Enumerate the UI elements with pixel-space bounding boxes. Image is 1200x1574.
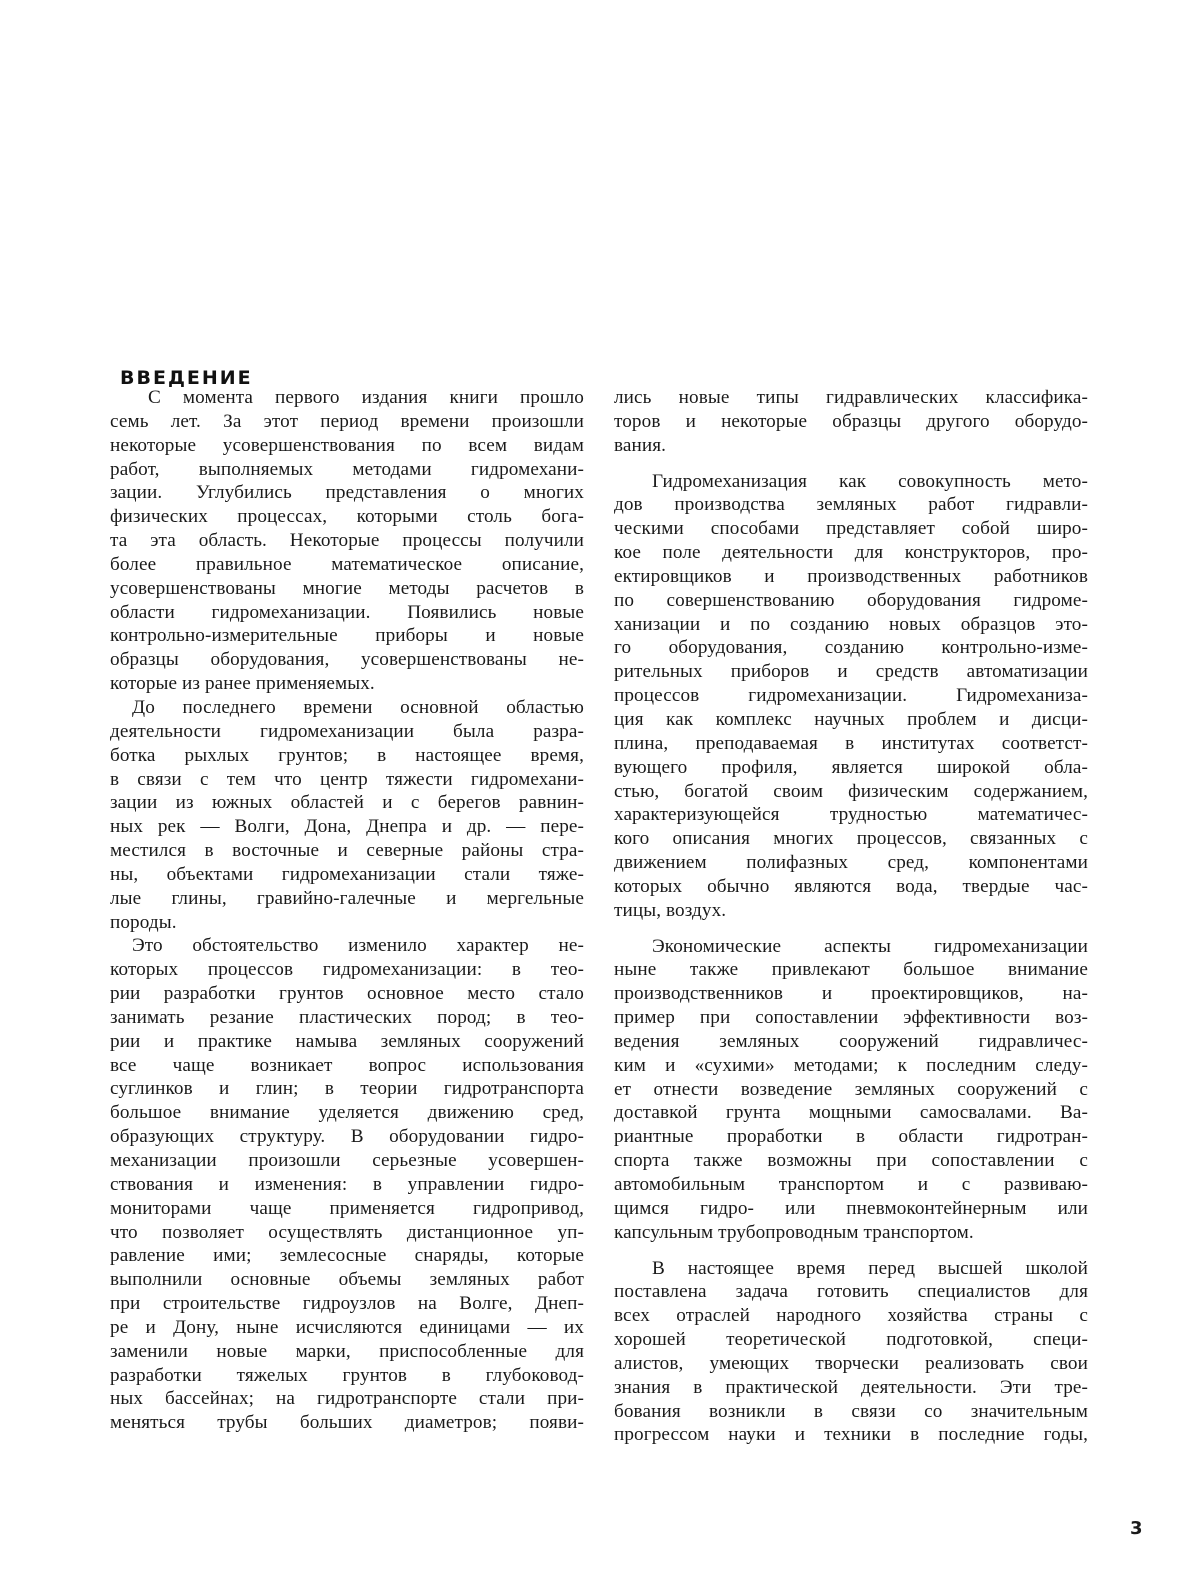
text-line: вующего профиля, является широкой обла-	[614, 756, 1088, 778]
text-line: До последнего времени основной областью	[132, 696, 584, 718]
text-line: образцы оборудования, усовершенствованы не-	[110, 649, 584, 671]
text-line: ведения земляных сооружений гидравличес-	[614, 1030, 1088, 1052]
text-line: Экономические аспекты гидромеханизации	[652, 935, 1088, 957]
text-line: пример при сопоставлении эффективности воз-	[614, 1007, 1088, 1029]
text-line: С момента первого издания книги прошло	[148, 387, 584, 408]
text-line: В настоящее время перед высшей школой	[652, 1257, 1088, 1279]
text-line: семь лет. За этот период времени произошли	[110, 410, 584, 432]
text-line: риантные проработки в области гидротран-	[614, 1126, 1088, 1148]
text-line: капсульным трубопроводным транспортом.	[614, 1221, 974, 1243]
text-line: образующих структуру. В оборудовании гидро-	[110, 1126, 584, 1148]
text-line: по совершенствованию оборудования гидроме-	[614, 589, 1088, 611]
text-line: производственников и проектировщиков, на-	[614, 983, 1088, 1005]
text-line: спорта также возможны при сопоставлении с	[614, 1150, 1088, 1172]
text-line: разработки тяжелых грунтов в глубоковод-	[110, 1364, 584, 1386]
text-line: ны, объектами гидромеханизации стали тяже-	[110, 863, 584, 885]
text-line: Гидромеханизация как совокупность мето-	[652, 470, 1088, 492]
text-line: деятельности гидромеханизации была разра-	[110, 720, 584, 742]
text-line: ствования и изменения: в управлении гидро-	[110, 1173, 584, 1195]
text-line: хорошей теоретической подготовкой, специ-	[614, 1329, 1088, 1351]
text-line: автомобильным транспортом и с развиваю-	[614, 1174, 1088, 1195]
text-line: лые глины, гравийно-галечные и мергельные	[110, 887, 584, 909]
text-line: алистов, умеющих творчески реализовать свои	[614, 1352, 1088, 1374]
text-line: лись новые типы гидравлических классифика-	[614, 387, 1088, 408]
text-line: го оборудования, созданию контрольно-изме-	[614, 637, 1088, 659]
text-line: процессов гидромеханизации. Гидромеханиза-	[614, 685, 1088, 707]
text-line: области гидромеханизации. Появились новые	[110, 601, 584, 623]
text-line: меняться трубы больших диаметров; появи-	[110, 1412, 584, 1434]
text-line: характеризующейся трудностью математичес-	[614, 804, 1088, 826]
text-line: рии и практике намыва земляных сооружений	[110, 1030, 584, 1052]
text-line: плина, преподаваемая в институтах соответст-	[614, 732, 1088, 754]
text-line: торов и некоторые образцы другого оборудо-	[614, 410, 1088, 432]
text-line: выполнили основные объемы земляных работ	[110, 1269, 584, 1291]
text-line: равление ими; землесосные снаряды, которые	[110, 1245, 584, 1267]
text-line: местился в восточные и северные районы стра-	[110, 840, 584, 862]
text-line: которых обычно являются вода, твердые час-	[614, 875, 1088, 897]
text-line: зации. Углубились представления о многих	[110, 482, 584, 504]
text-line: ныне также привлекают большое внимание	[614, 959, 1088, 981]
text-line: зации из южных областей и с берегов равнин-	[110, 792, 584, 814]
text-line: ческими способами представляет собой широ-	[614, 518, 1088, 540]
text-line: ция как комплекс научных проблем и дисци-	[614, 708, 1088, 730]
text-line: что позволяет осуществлять дистанционное уп-	[110, 1221, 584, 1243]
text-line: большое внимание уделяется движению сред,	[110, 1102, 584, 1124]
text-line: мониторами чаще применяется гидропривод,	[110, 1197, 584, 1219]
text-line: стью, богатой своим физическим содержанием,	[614, 780, 1088, 802]
text-line: кое поле деятельности для конструкторов, про-	[614, 542, 1088, 564]
text-line: в связи с тем что центр тяжести гидромехани-	[110, 768, 584, 790]
text-line: физических процессах, которыми столь бога-	[110, 506, 584, 528]
text-line: при строительстве гидроузлов на Волге, Днеп-	[110, 1293, 584, 1315]
text-line: ре и Дону, ныне исчисляются единицами — их	[110, 1316, 584, 1338]
text-line: ных бассейнах; на гидротранспорте стали при-	[110, 1388, 584, 1410]
paragraph-gap	[614, 923, 1088, 935]
text-line: доставкой грунта мощными самосвалами. Ва-	[614, 1102, 1088, 1124]
text-line: которые из ранее применяемых.	[110, 673, 375, 695]
text-line: ет отнести возведение земляных сооружений с	[614, 1078, 1088, 1100]
text-line: дов производства земляных работ гидравли-	[614, 494, 1088, 516]
text-line: некоторые усовершенствования по всем видам	[110, 434, 584, 456]
text-line: движением полифазных сред, компонентами	[614, 852, 1088, 874]
text-line: рительных приборов и средств автоматизации	[614, 661, 1088, 683]
text-line: занимать резание пластических пород; в тео-	[110, 1006, 584, 1028]
page-number: 3	[1130, 1518, 1143, 1539]
text-line: бования возникли в связи со значительным	[614, 1400, 1088, 1422]
text-line: тицы, воздух.	[614, 899, 727, 921]
text-line: рии разработки грунтов основное место стало	[110, 983, 584, 1005]
right-text-column	[614, 386, 1088, 1447]
text-line: щимся гидро- или пневмоконтейнерным или	[614, 1197, 1088, 1219]
text-line: работ, выполняемых методами гидромехани-	[110, 458, 584, 480]
left-text-column	[110, 386, 584, 1435]
text-line: вания.	[614, 434, 667, 456]
section-heading: ВВЕДЕНИЕ	[120, 367, 253, 389]
paragraph-gap	[614, 458, 1088, 470]
text-line: ных рек — Волги, Дона, Днепра и др. — пере-	[110, 816, 584, 838]
text-line: кого описания многих процессов, связанных с	[614, 828, 1088, 850]
text-line: ботка рыхлых грунтов; в настоящее время,	[110, 744, 584, 766]
text-line: суглинков и глин; в теории гидротранспорта	[110, 1078, 584, 1100]
text-line: Это обстоятельство изменило характер не-	[132, 935, 584, 957]
text-line: знания в практической деятельности. Эти тре-	[614, 1376, 1088, 1398]
text-line: все чаще возникает вопрос использования	[110, 1054, 584, 1076]
text-line: породы.	[110, 911, 177, 933]
text-line: прогрессом науки и техники в последние годы,	[614, 1424, 1088, 1446]
text-line: более правильное математическое описание,	[110, 553, 584, 575]
text-line: та эта область. Некоторые процессы получили	[110, 530, 584, 552]
text-line: контрольно-измерительные приборы и новые	[110, 625, 584, 647]
text-line: поставлена задача готовить специалистов для	[614, 1281, 1088, 1303]
text-line: ектировщиков и производственных работников	[614, 565, 1088, 587]
text-line: ким и «сухими» методами; к последним следу-	[614, 1054, 1088, 1076]
text-line: механизации произошли серьезные усовершен-	[110, 1150, 584, 1171]
text-line: ханизации и по созданию новых образцов это-	[614, 613, 1088, 635]
text-line: заменили новые марки, приспособленные для	[110, 1340, 584, 1362]
paragraph-gap	[614, 1245, 1088, 1257]
text-line: которых процессов гидромеханизации: в тео-	[110, 959, 584, 981]
text-line: усовершенствованы многие методы расчетов в	[110, 577, 584, 599]
text-line: всех отраслей народного хозяйства страны с	[614, 1305, 1088, 1327]
